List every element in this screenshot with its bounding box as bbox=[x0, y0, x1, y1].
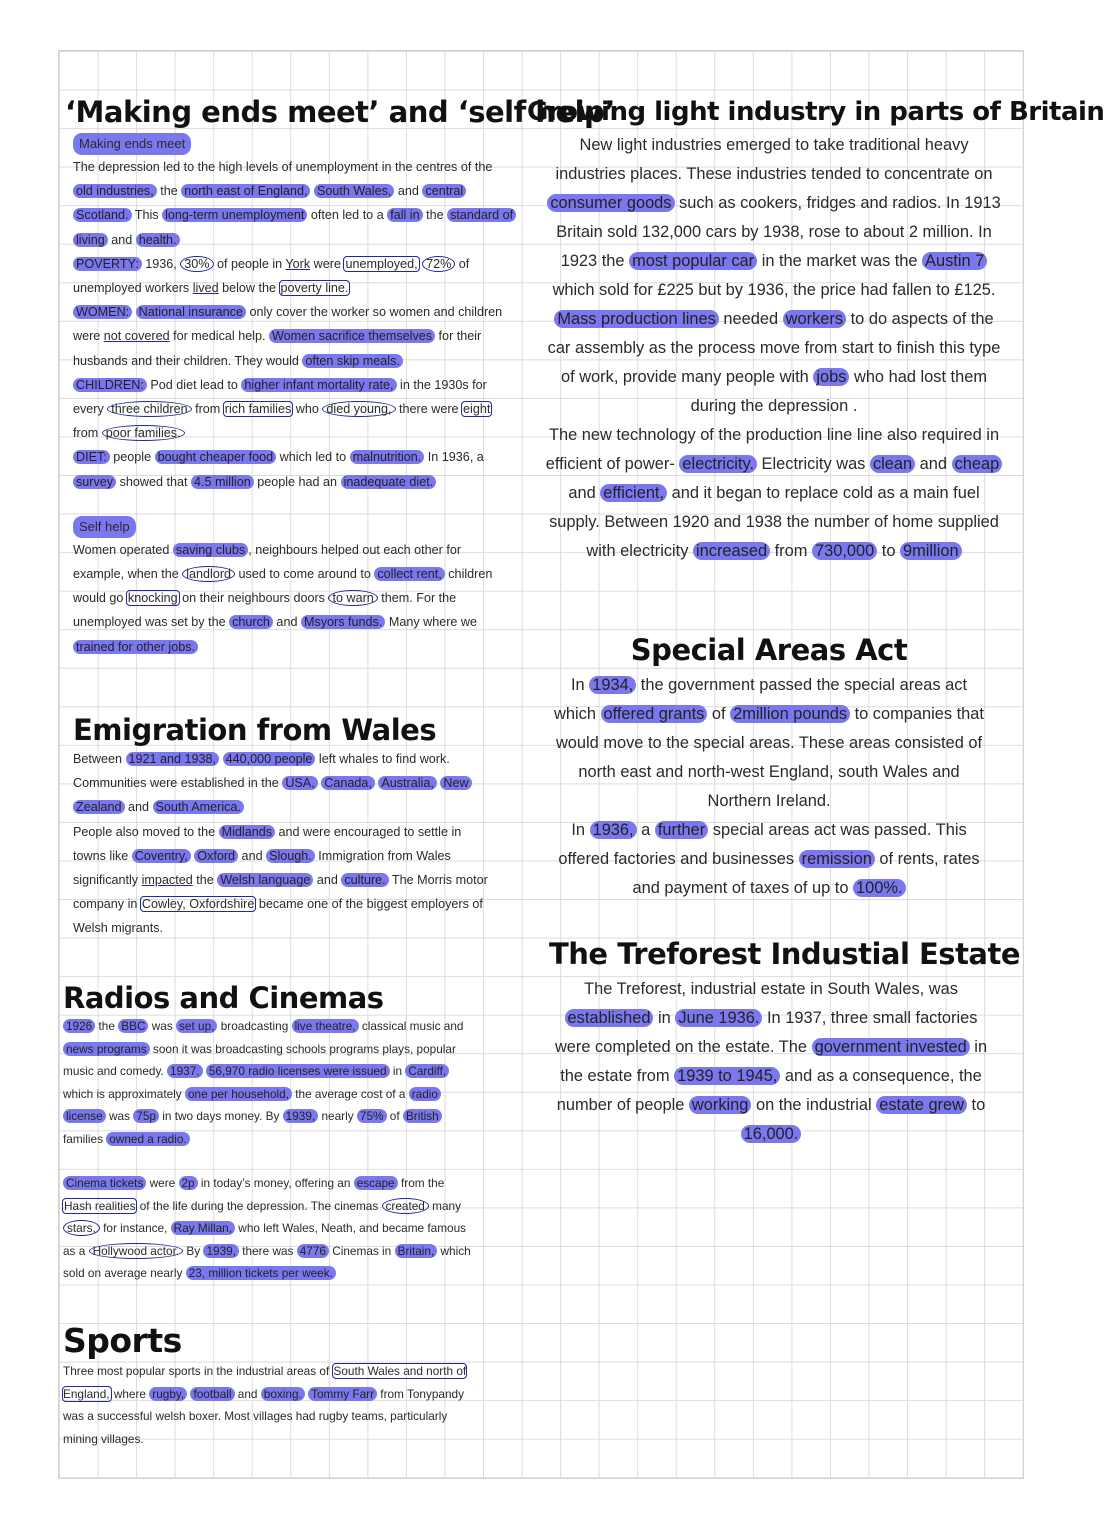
text-run: where bbox=[110, 1386, 150, 1401]
highlighted-text: often skip meals. bbox=[302, 354, 403, 368]
highlighted-text: 1939, bbox=[203, 1244, 239, 1258]
special-areas-paragraph-1 bbox=[549, 671, 989, 816]
circled-text: 72% bbox=[422, 256, 455, 272]
boxed-text: Cowley, Oxfordshire bbox=[141, 897, 255, 912]
highlighted-text: rugby, bbox=[149, 1387, 187, 1401]
self-help-label: Self help bbox=[73, 516, 136, 538]
text-run: The depression led to the high levels of unemployment in the centres of the bbox=[73, 160, 493, 174]
highlighted-text: Britain, bbox=[395, 1244, 438, 1258]
text-run: for medical help. bbox=[169, 329, 270, 344]
highlighted-text: DIET: bbox=[73, 450, 110, 464]
highlighted-text: government invested bbox=[812, 1038, 970, 1056]
text-run: the bbox=[95, 1019, 119, 1033]
text-run: often led to a bbox=[307, 208, 388, 223]
text-run: classical music and bbox=[358, 1019, 464, 1033]
text-run: , neighbours helped out each other for example, when the bbox=[73, 542, 462, 582]
text-run: In bbox=[570, 676, 590, 694]
text-run: New light industries emerged to take traditional heavy industries places. These industries tended to concentrate on bbox=[555, 136, 993, 183]
text-run: the bbox=[422, 208, 448, 223]
highlighted-text: news programs bbox=[63, 1042, 150, 1056]
highlighted-text: 1936, bbox=[590, 821, 637, 839]
boxed-text: unemployed, bbox=[345, 256, 418, 271]
text-run: Immigration from Wales significantly bbox=[73, 848, 451, 888]
sports-paragraph bbox=[63, 1360, 473, 1450]
highlighted-text: church bbox=[229, 615, 273, 629]
text-run: which sold on average nearly bbox=[63, 1243, 471, 1280]
highlighted-text: Oxford bbox=[194, 849, 238, 863]
highlighted-text: National insurance bbox=[136, 305, 246, 319]
text-run: who left Wales, Neath, and became famous as a bbox=[63, 1221, 467, 1258]
text-run: many bbox=[428, 1198, 461, 1213]
boxed-text: poverty line. bbox=[280, 281, 349, 296]
text-run: In bbox=[571, 821, 590, 839]
highlighted-text: 1937, bbox=[167, 1064, 203, 1078]
highlighted-text: collect rent, bbox=[374, 567, 444, 581]
poverty-paragraph bbox=[73, 252, 515, 300]
highlighted-text: set up, bbox=[176, 1019, 217, 1033]
highlighted-text: 100%. bbox=[853, 879, 905, 897]
light-industry-title: Growing light industry in parts of Britain bbox=[527, 97, 1104, 127]
text-run: there was bbox=[239, 1243, 297, 1258]
text-run: soon it was broadcasting schools programs plays, popular music and comedy. bbox=[63, 1041, 456, 1078]
special-areas-paragraph-2 bbox=[549, 816, 989, 903]
highlighted-text: 16,000. bbox=[741, 1125, 802, 1143]
emigration-section bbox=[73, 713, 491, 941]
text-run: a bbox=[636, 821, 655, 839]
emigration-title: Emigration from Wales bbox=[73, 713, 437, 747]
highlighted-text: most popular car bbox=[629, 252, 757, 270]
circled-text: poor families. bbox=[102, 425, 185, 441]
text-run: and bbox=[234, 1386, 261, 1401]
highlighted-text: Cardiff, bbox=[405, 1064, 449, 1078]
underlined-text: lived bbox=[192, 281, 219, 296]
highlighted-text: survey bbox=[73, 475, 116, 489]
text-run: people had an bbox=[253, 474, 341, 489]
text-run: to do aspects of the car assembly as the process move from start to finish this type of work, provide many people with bbox=[547, 310, 1001, 386]
text-run: Cinemas in bbox=[328, 1243, 395, 1258]
highlighted-text: cheap bbox=[952, 455, 1003, 473]
emigration-paragraph-2 bbox=[73, 820, 491, 941]
text-run: showed that bbox=[116, 474, 192, 489]
highlighted-text: Ray Millan, bbox=[171, 1221, 235, 1235]
highlighted-text: health. bbox=[136, 233, 180, 247]
highlighted-text: working bbox=[689, 1096, 751, 1114]
text-run: such as cookers, fridges and radios. In 1913 Britain sold 132,000 cars by 1938, rose to about 2 million. In 1923 the bbox=[556, 194, 1001, 270]
text-run: in two days money. By bbox=[158, 1109, 283, 1123]
treforest-title: The Treforest Industial Estate bbox=[549, 937, 1021, 971]
text-run: Electricity was bbox=[757, 455, 870, 473]
boxed-text: knocking bbox=[127, 591, 178, 606]
text-run: on their neighbours doors bbox=[178, 591, 329, 606]
highlighted-text: Midlands bbox=[219, 825, 275, 839]
text-run: from bbox=[770, 542, 812, 560]
text-run: and bbox=[394, 184, 423, 199]
special-areas-section bbox=[549, 633, 989, 903]
text-run: the government passed the special areas act which bbox=[554, 676, 967, 723]
highlighted-text: Tommy Farr bbox=[308, 1387, 377, 1401]
text-run: there were bbox=[395, 402, 463, 417]
highlighted-text: Austin 7 bbox=[922, 252, 987, 270]
highlighted-text: fall in bbox=[387, 208, 422, 222]
highlighted-text: CHILDREN: bbox=[73, 378, 147, 392]
text-run: became one of the biggest employers of Welsh migrants. bbox=[73, 897, 483, 936]
text-run: from bbox=[191, 402, 224, 417]
highlighted-text: 1934, bbox=[589, 676, 636, 694]
text-run: in the 1930s for every bbox=[73, 377, 487, 417]
text-run: The new technology of the production line line also required in efficient of power- bbox=[545, 426, 1000, 473]
highlighted-text: New Zealand bbox=[73, 776, 472, 814]
text-run: below the bbox=[218, 281, 280, 296]
underlined-text: impacted bbox=[141, 873, 193, 888]
circled-text: three children bbox=[107, 401, 191, 417]
text-run: on the industrial bbox=[751, 1096, 877, 1114]
text-run: Women operated bbox=[73, 542, 173, 557]
special-areas-title: Special Areas Act bbox=[630, 633, 908, 667]
text-run: which is approximately bbox=[63, 1086, 185, 1101]
text-run: Between bbox=[73, 752, 126, 766]
highlighted-text: 4776 bbox=[297, 1244, 329, 1258]
highlighted-text: escape bbox=[354, 1176, 398, 1190]
text-run: and bbox=[915, 455, 952, 473]
highlighted-text: June 1936. bbox=[675, 1009, 762, 1027]
boxed-text: South Wales and north of England, bbox=[63, 1364, 467, 1401]
treforest-section bbox=[549, 937, 1021, 1149]
text-run: in the market was the bbox=[757, 252, 923, 270]
radios-cinemas-section bbox=[63, 981, 473, 1285]
self-help-paragraph bbox=[73, 538, 515, 659]
text-run: and it began to replace cold as a main fuel supply. Between 1920 and 1938 the number of home supplied with electricity bbox=[549, 484, 999, 560]
light-industry-section bbox=[527, 97, 1104, 566]
highlighted-text: malnutrition. bbox=[350, 450, 425, 464]
text-run: and bbox=[124, 800, 153, 815]
text-run: used to come around to bbox=[235, 567, 375, 582]
women-paragraph bbox=[73, 300, 515, 373]
text-run: the average cost of a bbox=[291, 1086, 409, 1101]
cinemas-paragraph bbox=[63, 1172, 473, 1285]
highlighted-text: Cinema tickets bbox=[63, 1176, 146, 1190]
highlighted-text: inadequate diet. bbox=[341, 475, 437, 489]
text-run: and as a consequence, the number of people bbox=[556, 1067, 982, 1114]
text-run: which sold for £225 but by 1936, the price had fallen to £125. bbox=[552, 281, 996, 299]
highlighted-text: 1939, bbox=[283, 1109, 319, 1123]
text-run: In 1936, a bbox=[424, 450, 484, 465]
highlighted-text: boxing. bbox=[261, 1387, 305, 1401]
highlighted-text: increased bbox=[693, 542, 770, 560]
text-run: in the estate from bbox=[560, 1038, 988, 1085]
highlighted-text: Canada, bbox=[321, 776, 375, 790]
light-industry-paragraph-1 bbox=[545, 131, 1003, 305]
highlighted-text: Women sacrifice themselves bbox=[269, 329, 435, 343]
text-run: from bbox=[73, 426, 102, 441]
making-ends-meet-label: Making ends meet bbox=[73, 133, 191, 155]
boxed-text: eight bbox=[463, 402, 491, 417]
text-run: only cover the worker so women and children were bbox=[73, 305, 503, 344]
circled-text: to warn bbox=[328, 590, 377, 606]
text-run: special areas act was passed. This offered factories and businesses bbox=[558, 821, 967, 868]
highlighted-text: long-term unemployment bbox=[162, 208, 307, 222]
text-run: People also moved to the bbox=[73, 824, 219, 839]
text-run: 1936, bbox=[141, 256, 181, 271]
highlighted-text: Coventry, bbox=[132, 849, 191, 863]
highlighted-text: British bbox=[403, 1109, 442, 1123]
text-run: and bbox=[107, 232, 136, 247]
highlighted-text: 730,000 bbox=[812, 542, 877, 560]
light-industry-paragraph-3 bbox=[545, 421, 1003, 566]
text-run: and bbox=[272, 615, 301, 630]
highlighted-text: estate grew bbox=[876, 1096, 967, 1114]
highlighted-text: owned a radio. bbox=[106, 1132, 189, 1146]
text-run: who bbox=[292, 402, 323, 417]
text-run: and bbox=[238, 848, 267, 863]
highlighted-text: efficient, bbox=[600, 484, 667, 502]
text-run: for their husbands and their children. They would bbox=[73, 329, 482, 368]
text-run: and bbox=[313, 873, 342, 888]
highlighted-text: remission bbox=[799, 850, 875, 868]
text-run: By bbox=[183, 1243, 204, 1258]
highlighted-text: consumer goods bbox=[547, 194, 674, 212]
making-ends-meet-title: ‘Making ends meet’ and ‘self help’ bbox=[65, 95, 615, 129]
highlighted-text: South Wales, bbox=[314, 184, 394, 198]
text-run: from the bbox=[397, 1176, 445, 1190]
highlighted-text: 75% bbox=[357, 1109, 387, 1123]
sports-section bbox=[63, 1321, 473, 1450]
text-run: of bbox=[386, 1109, 403, 1123]
underlined-text: York bbox=[285, 256, 311, 271]
text-run: and were encouraged to settle in towns like bbox=[73, 824, 462, 863]
text-run: to bbox=[877, 542, 900, 560]
text-run: the bbox=[192, 873, 218, 888]
text-run: families bbox=[63, 1131, 107, 1146]
text-run: children would go bbox=[73, 567, 493, 606]
text-run: were bbox=[310, 256, 345, 271]
highlighted-text: Slough. bbox=[266, 849, 315, 863]
highlighted-text: jobs bbox=[813, 368, 849, 386]
grid-paper-sheet bbox=[58, 50, 1104, 1479]
highlighted-text: 4.5 million bbox=[191, 475, 254, 489]
highlighted-text: Mass production lines bbox=[554, 310, 719, 328]
highlighted-text: USA, bbox=[282, 776, 317, 790]
highlighted-text: 1921 and 1938, bbox=[126, 752, 220, 766]
highlighted-text: 1939 to 1945, bbox=[674, 1067, 780, 1085]
highlighted-text: standard of living bbox=[73, 208, 516, 246]
light-industry-paragraph-2 bbox=[545, 305, 1003, 421]
text-run: broadcasting bbox=[217, 1019, 292, 1033]
highlighted-text: 440,000 people bbox=[223, 752, 316, 766]
highlighted-text: Australia, bbox=[378, 776, 437, 790]
text-run: This bbox=[131, 208, 163, 223]
highlighted-text: Welsh language bbox=[217, 873, 313, 887]
radios-cinemas-title: Radios and Cinemas bbox=[63, 981, 384, 1015]
highlighted-text: BBC bbox=[118, 1019, 148, 1033]
highlighted-text: electricity. bbox=[679, 455, 757, 473]
text-run: them. For the unemployed was set by the bbox=[73, 591, 457, 630]
text-run: needed bbox=[718, 310, 783, 328]
text-run: from Tonypandy was a successful welsh boxer. Most villages had rugby teams, particularly mining villages. bbox=[63, 1386, 465, 1446]
text-run: which led to bbox=[276, 450, 350, 465]
highlighted-text: radio license bbox=[63, 1087, 441, 1124]
children-paragraph bbox=[73, 373, 515, 446]
text-run: to companies that would move to the special areas. These areas consisted of north east and north-west England, south Wales and Northern Ireland. bbox=[555, 705, 984, 810]
text-run: of people in bbox=[213, 256, 286, 271]
highlighted-text: workers bbox=[783, 310, 846, 328]
text-run: of rents, rates and payment of taxes of up to bbox=[632, 850, 980, 897]
highlighted-text: saving clubs bbox=[173, 543, 248, 557]
text-run: were bbox=[146, 1176, 179, 1190]
text-run: of the life during the depression. The cinemas bbox=[136, 1198, 382, 1213]
highlighted-text: bought cheaper food bbox=[155, 450, 277, 464]
highlighted-text: 2p bbox=[179, 1176, 198, 1190]
boxed-text: Hash realities bbox=[64, 1198, 136, 1213]
text-run: in bbox=[653, 1009, 676, 1027]
text-run: of bbox=[707, 705, 731, 723]
text-run: in bbox=[389, 1064, 406, 1078]
highlighted-text: 9million bbox=[900, 542, 962, 560]
text-run: to bbox=[966, 1096, 986, 1114]
treforest-paragraph bbox=[549, 975, 993, 1149]
highlighted-text: 1926 bbox=[63, 1019, 95, 1033]
text-run: left whales to find work. Communities were established in the bbox=[73, 752, 450, 791]
text-run: was bbox=[105, 1109, 134, 1123]
circled-text: 30% bbox=[180, 256, 213, 272]
circled-text: stars, bbox=[63, 1220, 100, 1236]
highlighted-text: further bbox=[655, 821, 708, 839]
highlighted-text: POVERTY: bbox=[73, 257, 142, 271]
text-run: In 1937, three small factories were completed on the estate. The bbox=[554, 1009, 978, 1056]
highlighted-text: South America. bbox=[153, 800, 244, 814]
highlighted-text: WOMEN: bbox=[73, 305, 132, 319]
highlighted-text: north east of England, bbox=[181, 184, 310, 198]
sports-title: Sports bbox=[63, 1321, 182, 1360]
highlighted-text: 56,970 radio licenses were issued bbox=[206, 1064, 390, 1078]
highlighted-text: offered grants bbox=[601, 705, 708, 723]
text-run: was bbox=[148, 1019, 177, 1033]
boxed-text: rich families bbox=[224, 402, 292, 417]
radios-paragraph bbox=[63, 1015, 473, 1150]
highlighted-text: clean bbox=[870, 455, 915, 473]
highlighted-text: culture. bbox=[341, 873, 388, 887]
text-run: The Morris motor company in bbox=[73, 873, 488, 912]
circled-text: Hollywood actor. bbox=[89, 1243, 184, 1259]
highlighted-text: established bbox=[565, 1009, 654, 1027]
text-run: of unemployed workers bbox=[73, 256, 470, 296]
text-run: for instance, bbox=[99, 1221, 171, 1235]
highlighted-text: football bbox=[190, 1387, 234, 1401]
circled-text: landlord bbox=[182, 566, 235, 582]
emigration-paragraph-1 bbox=[73, 747, 491, 820]
text-run: people bbox=[109, 450, 155, 465]
highlighted-text: old industries, bbox=[73, 184, 157, 198]
text-run: nearly bbox=[318, 1109, 357, 1123]
highlighted-text: live theatre, bbox=[292, 1019, 359, 1033]
text-run: The Treforest, industrial estate in South Wales, was bbox=[584, 980, 958, 998]
text-run: who had lost them during the depression . bbox=[690, 368, 987, 415]
highlighted-text: 23, million tickets per week. bbox=[186, 1266, 336, 1280]
text-run: Three most popular sports in the industrial areas of bbox=[63, 1364, 333, 1378]
highlighted-text: Msyors funds. bbox=[301, 615, 385, 629]
text-run: in today’s money, offering an bbox=[197, 1176, 354, 1190]
text-run: Pod diet lead to bbox=[146, 377, 242, 392]
highlighted-text: one per household, bbox=[185, 1087, 292, 1101]
making-ends-meet-paragraph bbox=[73, 155, 515, 252]
highlighted-text: 2million pounds bbox=[730, 705, 850, 723]
diet-paragraph bbox=[73, 445, 515, 493]
highlighted-text: 75p bbox=[133, 1109, 159, 1123]
highlighted-text: trained for other jobs. bbox=[73, 640, 198, 654]
highlighted-text: higher infant mortality rate, bbox=[241, 378, 396, 392]
text-run: the bbox=[156, 184, 182, 199]
underlined-text: not covered bbox=[103, 329, 170, 344]
text-run: Many where we bbox=[385, 615, 478, 630]
circled-text: created bbox=[382, 1198, 429, 1214]
circled-text: died young, bbox=[322, 401, 395, 417]
text-run: and bbox=[568, 484, 601, 502]
highlighted-text: central Scotland. bbox=[73, 184, 466, 222]
